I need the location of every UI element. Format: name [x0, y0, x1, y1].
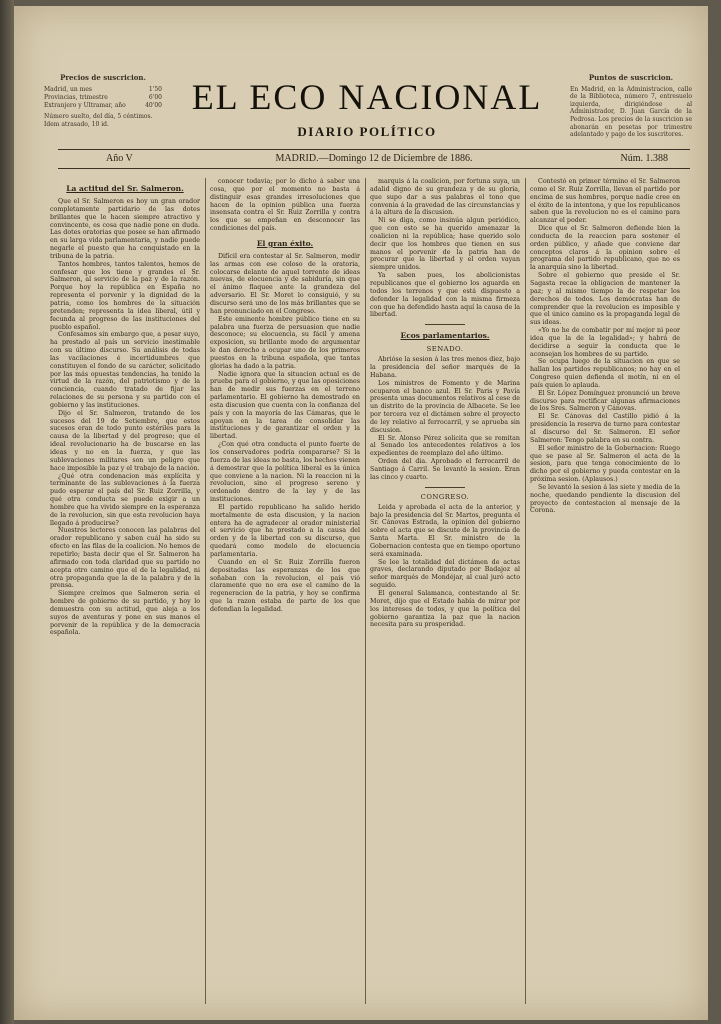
article-paragraph: Dice que el Sr. Salmeron defiende bien la conducta de la reaccion para sostener el orden público, y añade que conviene dar conceptos claros á la opinion sobre el programa del partido republicano, que no es la anarquía sino la libertad.	[530, 225, 680, 272]
dateline-bar	[58, 149, 690, 169]
column-rule	[365, 178, 366, 1004]
article-column-3	[370, 178, 520, 1006]
article-paragraph: Que el Sr. Salmeron es hoy un gran orador completamente partidario de las dotes brillantes que le hacen siempre atractivo y convincente, es cosa que nadie pone en duda. Las dotes oratorias que posee se han afirmado en su larga vida parlamentaria, y nadie puede negarle el puesto que ha conquistado en la tribuna de la patria.	[50, 198, 200, 260]
subscription-prices-box	[44, 74, 162, 129]
section-subheading: CONGRESO.	[420, 492, 470, 501]
dateline: MADRID.—Domingo 12 de Diciembre de 1886.	[275, 153, 473, 164]
newspaper-subtitle: DIARIO POLÍTICO	[297, 124, 437, 139]
article-paragraph: Difícil era contestar al Sr. Salmeron, medir las armas con ese coloso de la oratoria, colocarse delante de aquel torrente de ideas nuevas, de elocuencia y de sabiduría, sin que el ánimo flaquee ante la grandeza del adversario. El Sr. Moret lo consiguió, y su discurso será uno de los más brillantes que se han pronunciado en el Congreso.	[210, 252, 360, 315]
subscription-prices-title: Precios de suscricion.	[60, 73, 146, 82]
article-paragraph: El general Salamanca, contestando al Sr. Moret, dijo que el Estado había de mirar por los intereses de todos, y que la política del gobierno garantiza la paz que la nacion necesita para su prosperidad.	[370, 589, 520, 629]
article-paragraph: ¿Qué otra condenacion más explícita y terminante de las sublevaciones á la fuerza pudo esperar el país del Sr. Ruiz Zorrilla, y qué otra conducta se puede exigir a un hombre que ha vivido siempre en la esperanza de la revolucion, sin que esta revolucion haya llegado á producirse?	[50, 472, 200, 527]
article-paragraph: Dijo el Sr. Salmeron, tratando de los sucesos del 19 de Setiembre, que estos sucesos eran de todo punto estériles para la causa de la libertad y del progreso; que el ideal revolucionario ha de buscarse en las ideas y no en la fuerza, y que las sublevaciones militares son un peligro que hace imposible la paz y el trabajo de la nación.	[50, 409, 200, 472]
price-label: Extranjero y Ultramar, año	[44, 102, 126, 109]
article-paragraph: Se levantó la sesion á las siete y media de la noche, quedando pendiente la discusion del proyecto de contestacion al mensaje de la Corona.	[530, 483, 680, 515]
article-paragraph: Los ministros de Fomento y de Marina ocuparon el banco azul. El Sr. Paris y Pavía presenta unas documentos relativos al cese de un distrito de la provincia de Albacete. Se lee por tercera vez el dictámen sobre el proyecto de ley relativo al ferrocarril, y se aprueba sin discusion.	[370, 379, 520, 434]
article-paragraph: conocer todavía; por lo dicho á saber una cosa, que por el momento no basta á distinguir esas grandes irresoluciones que hacen de la opinion pública una fuerza insensata contra el Sr. Ruiz Zorrilla y contra los que se empeñan en desconocer las condiciones del país.	[210, 178, 360, 233]
article-paragraph: Este eminente hombre público tiene en su palabra una fuerza de persuasion que nadie desconoce; su elocuencia, su fácil y amena exposicion, su brillante modo de argumentar le dan derecho a ocupar uno de los primeros puestos en la tribuna española, que tantas glorias ha dado a la patria.	[210, 315, 360, 370]
article-paragraph: Sobre el gobierno que preside el Sr. Sagasta recae la obligacion de mantener la paz; y al mismo tiempo la de respetar los derechos de todos. Los demócratas han de comprender que la revolucion es imposible y que el único camino es la propaganda legal de sus ideas.	[530, 272, 680, 327]
column-rule	[205, 178, 206, 1004]
subscription-price-row	[44, 94, 162, 102]
article-paragraph: Contestó en primer término el Sr. Salmeron como el Sr. Ruiz Zorrilla, llevan el partido por encima de sus hombres, porque nadie cree en el éxito de la intentona, y que los republicanos saben que la revolucion no es el camino para alcanzar el poder.	[530, 178, 680, 225]
separator-rule	[425, 487, 465, 488]
page-binding	[0, 0, 14, 1024]
subscription-note: Número suelto, del día, 5 céntimos. Idem atrasado, 10 id.	[44, 113, 153, 128]
article-paragraph: Se lee la totalidad del dictámen de actas graves, declarando diputado por Badajoz al señor marqués de Mondéjar, al cual juró acto seguido.	[370, 558, 520, 590]
separator-rule	[425, 324, 465, 325]
subscription-points-text: En Madrid, en la Administracion, calle de la Biblioteca, número 7, entresuelo izquierda, dirigiéndose al Administrador, D. Juan García de la Pedrosa. Los precios de la suscricion se abonarán en pesetas por trimestre adelantado y pago de los suscritores.	[570, 85, 692, 139]
article-heading: El gran éxito.	[256, 238, 314, 248]
masthead	[14, 6, 708, 176]
subscription-points-box	[570, 74, 692, 139]
article-paragraph: El partido republicano ha salido herido mortalmente de esta discusion, y la nacion entera ha de agradecer al orador ministerial el servicio que ha prestado a la causa del orden y de la libertad con su discurso, que quedará como modelo de elocuencia parlamentaria.	[210, 503, 360, 558]
article-paragraph: Abrióse la sesion á las tres menos diez, bajo la presidencia del señor marqués de la Habana.	[370, 356, 520, 379]
newspaper-title: EL ECO NACIONAL	[191, 77, 543, 117]
article-paragraph: Nadie ignora que la situacion actual es de prueba para el gobierno, y que las oposiciones han de medir sus fuerzas en el terreno parlamentario. El gobierno ha demostrado en esta discusion que cuenta con la confianza del país y con la mayoría de las Cámaras, que le apoyan en la tarea de consolidar las instituciones y de garantizar el orden y la libertad.	[210, 370, 360, 441]
price-value: 1'50	[148, 86, 162, 93]
article-paragraph: El Sr. Cánovas del Castillo pidió á la presidencia la reserva de turno para contestar al discurso del Sr. Salmeron. El señor Salmeron: Tengo palabra en su contra.	[530, 413, 680, 444]
article-paragraph: Siempre creímos que Salmeron seria el hombre de gobierno de su partido, y hoy lo demuestra con su actitud, que aleja a los suyos de aventuras y pone en sus manos el porvenir de la república y de la democracia española.	[50, 590, 200, 637]
article-paragraph: El Sr. López Domínguez pronunció un breve discurso para rectificar algunas afirmaciones de los Sres. Salmeron y Cánovas.	[530, 389, 680, 413]
subscription-price-row	[44, 102, 162, 110]
article-paragraph: Nuestros lectores conocen las palabras del orador republicano y saben cuál ha sido su efecto en las filas de la coalicion. No hemos de repetirlo; basta decir que el Sr. Salmeron ha afirmado con toda claridad que su partido no acepta otro camino que el de la legalidad, ni otra propaganda que la de la palabra y de la prensa.	[50, 527, 200, 590]
price-value: 6'00	[148, 94, 162, 101]
section-subheading: SENADO.	[426, 345, 464, 354]
article-paragraph: Orden del dia. Aprobado el ferrocarril de Santiago á Carril. Se levantó la sesion. Eran las cinco y cuarto.	[370, 458, 520, 481]
article-paragraph: Cuando en el Sr. Ruiz Zorrilla fueron depositadas las esperanzas de los que soñaban con la revolucion, el país vió claramente que no era ese el camino de la regeneracion de la patria, y hoy se confirma que la razon estaba de parte de los que defendian la legalidad.	[210, 558, 360, 613]
article-column-2	[210, 178, 360, 1006]
year-label: Año V	[106, 153, 133, 164]
subscription-prices-rows	[44, 86, 162, 110]
article-column-4	[530, 178, 680, 1006]
price-label: Provincias, trimestre	[44, 94, 108, 101]
newspaper-page	[14, 6, 708, 1020]
article-paragraph: Ni se diga, como insinúa algun periódico, que con esto se ha querido amenazar la coalicion ni la república; hase querido solo decir que los hombres que tienen en sus manos el porvenir de la patria han de procurar que la libertad y el orden vayan siempre unidos.	[370, 217, 520, 272]
article-paragraph: El señor ministro de la Gobernacion: Ruego que se pase al Sr. Salmeron el acta de la sesion, para que tenga conocimiento de lo dicho por el gobierno y pueda contestar en la próxima sesion. (Aplausos.)	[530, 444, 680, 484]
article-paragraph: Confesamos sin embargo que, a pesar suyo, ha prestado al país un servicio inestimable con su último discurso. Su análisis de todas las vacilaciones é incertidumbres que constituyen el fondo de su carácter, solicitado por las más opuestas tendencias, ha tenido la virtud de la razón, del patriotismo y de la conciencia, cuando tratado de fijar las relaciones de su persona y su partido con el gobierno y las instituciones.	[50, 331, 200, 409]
issue-number: Núm. 1.388	[620, 153, 668, 164]
price-value: 40'00	[145, 102, 162, 109]
article-heading: Ecos parlamentarios.	[400, 331, 490, 341]
article-paragraph: «Yo no he de combatir por mí mejor ni peor idea que la de la legalidad»; y habrá de decidirse a seguir la conducta que le aconsejan los hombres de su partido.	[530, 327, 680, 358]
article-paragraph: Tantos hombres, tantos talentos, hemos de confesar que los tiene y grandes el Sr. Salmeron, al servicio de la paz y de la razón. Porque hoy la república en España no representa el porvenir y la dignidad de la patria, como los hombres de la situación pretenden; representa la idea liberal, útil y fecunda al progreso de las instituciones del pueblo español.	[50, 260, 200, 331]
article-column-1	[50, 178, 200, 1006]
article-paragraph: Leida y aprobada el acta de la anterior, y bajo la presidencia del Sr. Martos, pregunta el Sr. Cánovas Estrada, la opinion del gobierno sobre el acta que se discute de la provincia de Santa Marta. El Sr. ministro de la Gobernacion contesta que en tiempo oportuno será examinada.	[370, 503, 520, 558]
article-paragraph: Se ocupa luego de la situacion en que se hallan los partidos republicanos; no hay en el Congreso quien defienda el motín, ni en el país quien lo aplauda.	[530, 358, 680, 389]
article-paragraph: Ya saben pues, los abolicionistas republicanos que el gobierno los aguarda en todos los terrenos y que está dispuesto a defender la legalidad con la misma firmeza con que ha defendido hasta aquí la causa de la libertad.	[370, 272, 520, 319]
subscription-points-title: Puntos de suscricion.	[588, 73, 674, 82]
article-paragraph: ¿Con qué otra conducta el punto fuerte de los conservadores podria compararse? Si la fuerza de las ideas no basta, los hechos vienen á demostrar que la política liberal es la única que conviene a la nacion. Ni la reaccion ni la revolucion, sino el progreso sereno y ordenado dentro de la ley y de las instituciones.	[210, 441, 360, 504]
subscription-price-row	[44, 86, 162, 94]
column-rule	[525, 178, 526, 1004]
article-paragraph: marquis á la coalicion, por fortuna suya, un adalid digno de su grandeza y de su gloria, que supo dar a sus palabras el tono que convenia á la gravedad de las circunstancias y á la altura de la discusion.	[370, 178, 520, 217]
article-paragraph: El Sr. Alonso Pérez solicita que se remitan al Senado los antecedentes relativos a los expedientes de reemplazo del año último.	[370, 434, 520, 458]
article-heading: La actitud del Sr. Salmeron.	[66, 184, 184, 193]
price-label: Madrid, un mes	[44, 86, 92, 93]
